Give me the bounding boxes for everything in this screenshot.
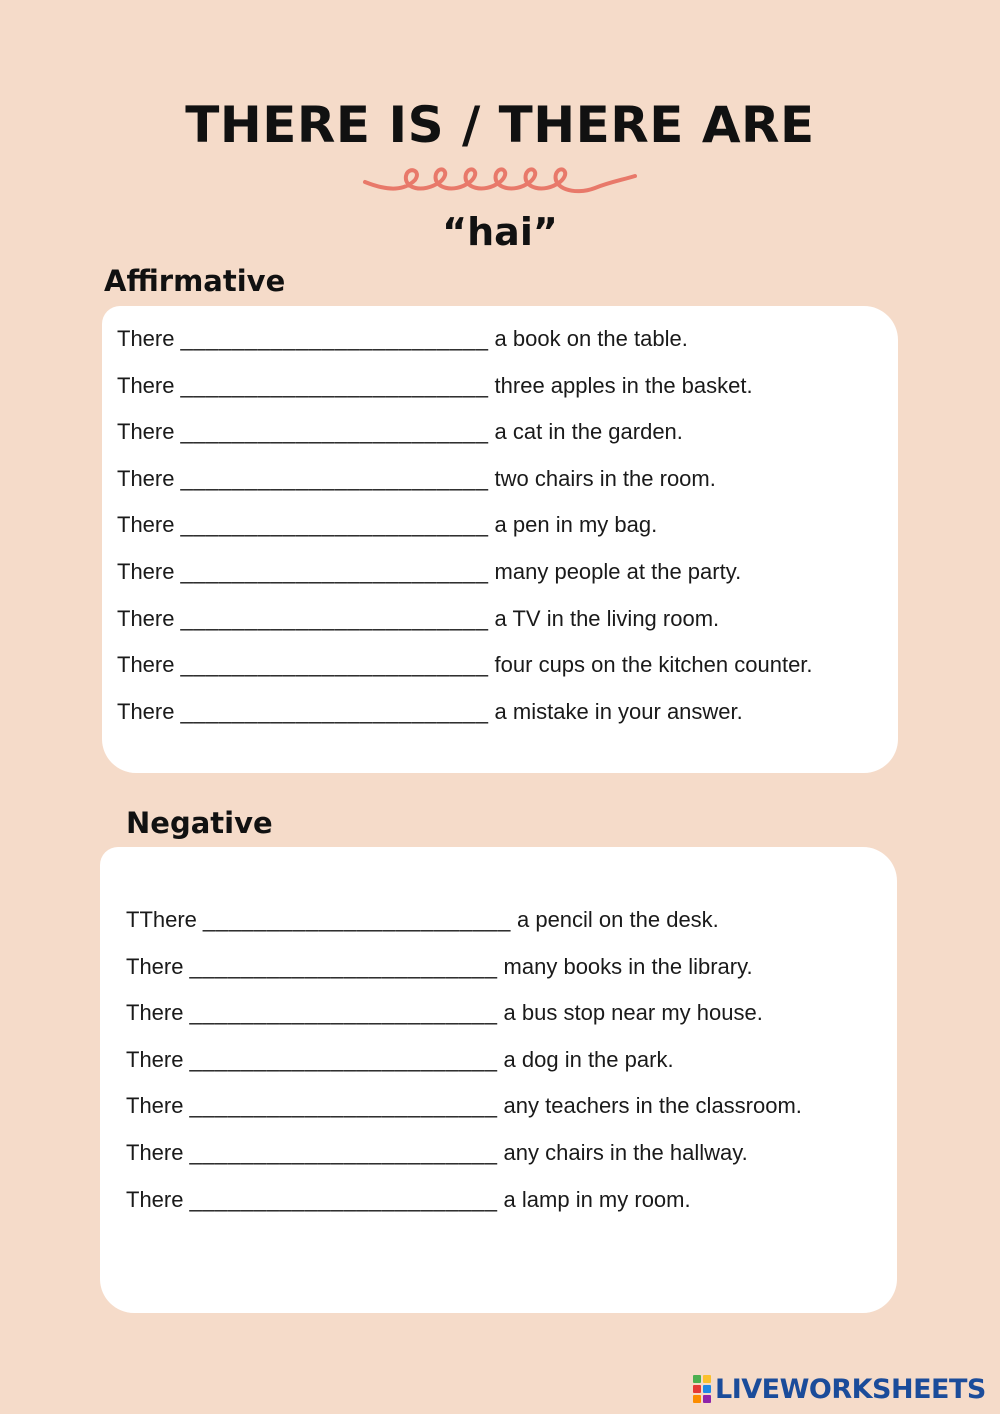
affirmative-list: [117, 322, 813, 741]
subtitle: “hai”: [442, 210, 558, 254]
liveworksheets-logo-icon: [693, 1375, 711, 1403]
sentence-start: There: [117, 419, 175, 445]
sentence-start: There: [126, 1093, 184, 1119]
section-label-affirmative: Affirmative: [104, 264, 286, 298]
sentence-start: There: [117, 512, 175, 538]
sentence-start: There: [117, 605, 175, 631]
sentence-row: [117, 508, 813, 555]
sentence-end: a cat in the garden.: [494, 419, 683, 445]
sentence-end: a dog in the park.: [503, 1046, 674, 1072]
sentence-row: [117, 555, 813, 602]
answer-blank[interactable]: ________________________: [180, 326, 489, 351]
sentence-start: There: [117, 372, 175, 398]
sentence-row: [117, 322, 813, 369]
answer-blank[interactable]: ________________________: [180, 558, 489, 584]
answer-blank[interactable]: ________________________: [180, 605, 489, 631]
liveworksheets-logo[interactable]: [693, 1372, 986, 1406]
sentence-end: a TV in the living room.: [494, 605, 720, 631]
answer-blank[interactable]: ________________________: [202, 907, 511, 932]
sentence-row: [126, 1136, 802, 1183]
answer-blank[interactable]: ________________________: [180, 419, 489, 445]
sentence-row: [126, 1183, 802, 1230]
sentence-start: There: [126, 1186, 184, 1212]
sentence-start: There: [117, 698, 175, 724]
sentence-start: TThere: [126, 907, 197, 932]
section-label-negative: Negative: [126, 806, 273, 840]
sentence-row: [117, 695, 813, 742]
answer-blank[interactable]: ________________________: [189, 1046, 498, 1072]
logo-text: LIVEWORKSHEETS: [715, 1373, 986, 1405]
sentence-row: [126, 1043, 802, 1090]
sentence-end: two chairs in the room.: [494, 465, 716, 491]
sentence-start: There: [126, 1046, 184, 1072]
sentence-end: a pen in my bag.: [494, 512, 658, 538]
answer-blank[interactable]: ________________________: [189, 1139, 498, 1165]
answer-blank[interactable]: ________________________: [180, 698, 489, 724]
negative-list: [126, 903, 802, 1229]
squiggle-decoration: [360, 160, 640, 210]
answer-blank[interactable]: ________________________: [180, 372, 489, 398]
answer-blank[interactable]: ________________________: [180, 512, 489, 538]
sentence-end: a mistake in your answer.: [494, 698, 743, 724]
sentence-row: [117, 462, 813, 509]
sentence-end: any chairs in the hallway.: [503, 1139, 748, 1165]
sentence-end: many books in the library.: [503, 953, 753, 979]
answer-blank[interactable]: ________________________: [189, 1093, 498, 1119]
sentence-row: [126, 1089, 802, 1136]
answer-blank[interactable]: ________________________: [189, 953, 498, 979]
answer-blank[interactable]: ________________________: [189, 1000, 498, 1026]
sentence-start: There: [126, 1000, 184, 1026]
sentence-end: four cups on the kitchen counter.: [494, 652, 813, 678]
answer-blank[interactable]: ________________________: [180, 652, 489, 678]
answer-blank[interactable]: ________________________: [189, 1186, 498, 1212]
answer-blank[interactable]: ________________________: [180, 465, 489, 491]
sentence-row: [117, 648, 813, 695]
sentence-end: three apples in the basket.: [494, 372, 753, 398]
sentence-row: [117, 369, 813, 416]
sentence-row: [126, 996, 802, 1043]
sentence-start: There: [117, 558, 175, 584]
sentence-start: There: [126, 1139, 184, 1165]
page-title: THERE IS / THERE ARE: [185, 96, 815, 154]
sentence-start: There: [117, 652, 175, 678]
sentence-end: a lamp in my room.: [503, 1186, 691, 1212]
sentence-row: [126, 903, 802, 950]
sentence-end: a bus stop near my house.: [503, 1000, 763, 1026]
sentence-row: [117, 602, 813, 649]
sentence-end: any teachers in the classroom.: [503, 1093, 802, 1119]
sentence-end: many people at the party.: [494, 558, 742, 584]
sentence-start: There: [117, 465, 175, 491]
sentence-row: [126, 950, 802, 997]
sentence-end: a book on the table.: [494, 326, 688, 351]
sentence-start: There: [126, 953, 184, 979]
sentence-end: a pencil on the desk.: [516, 907, 719, 932]
sentence-row: [117, 415, 813, 462]
sentence-start: There: [117, 326, 175, 351]
